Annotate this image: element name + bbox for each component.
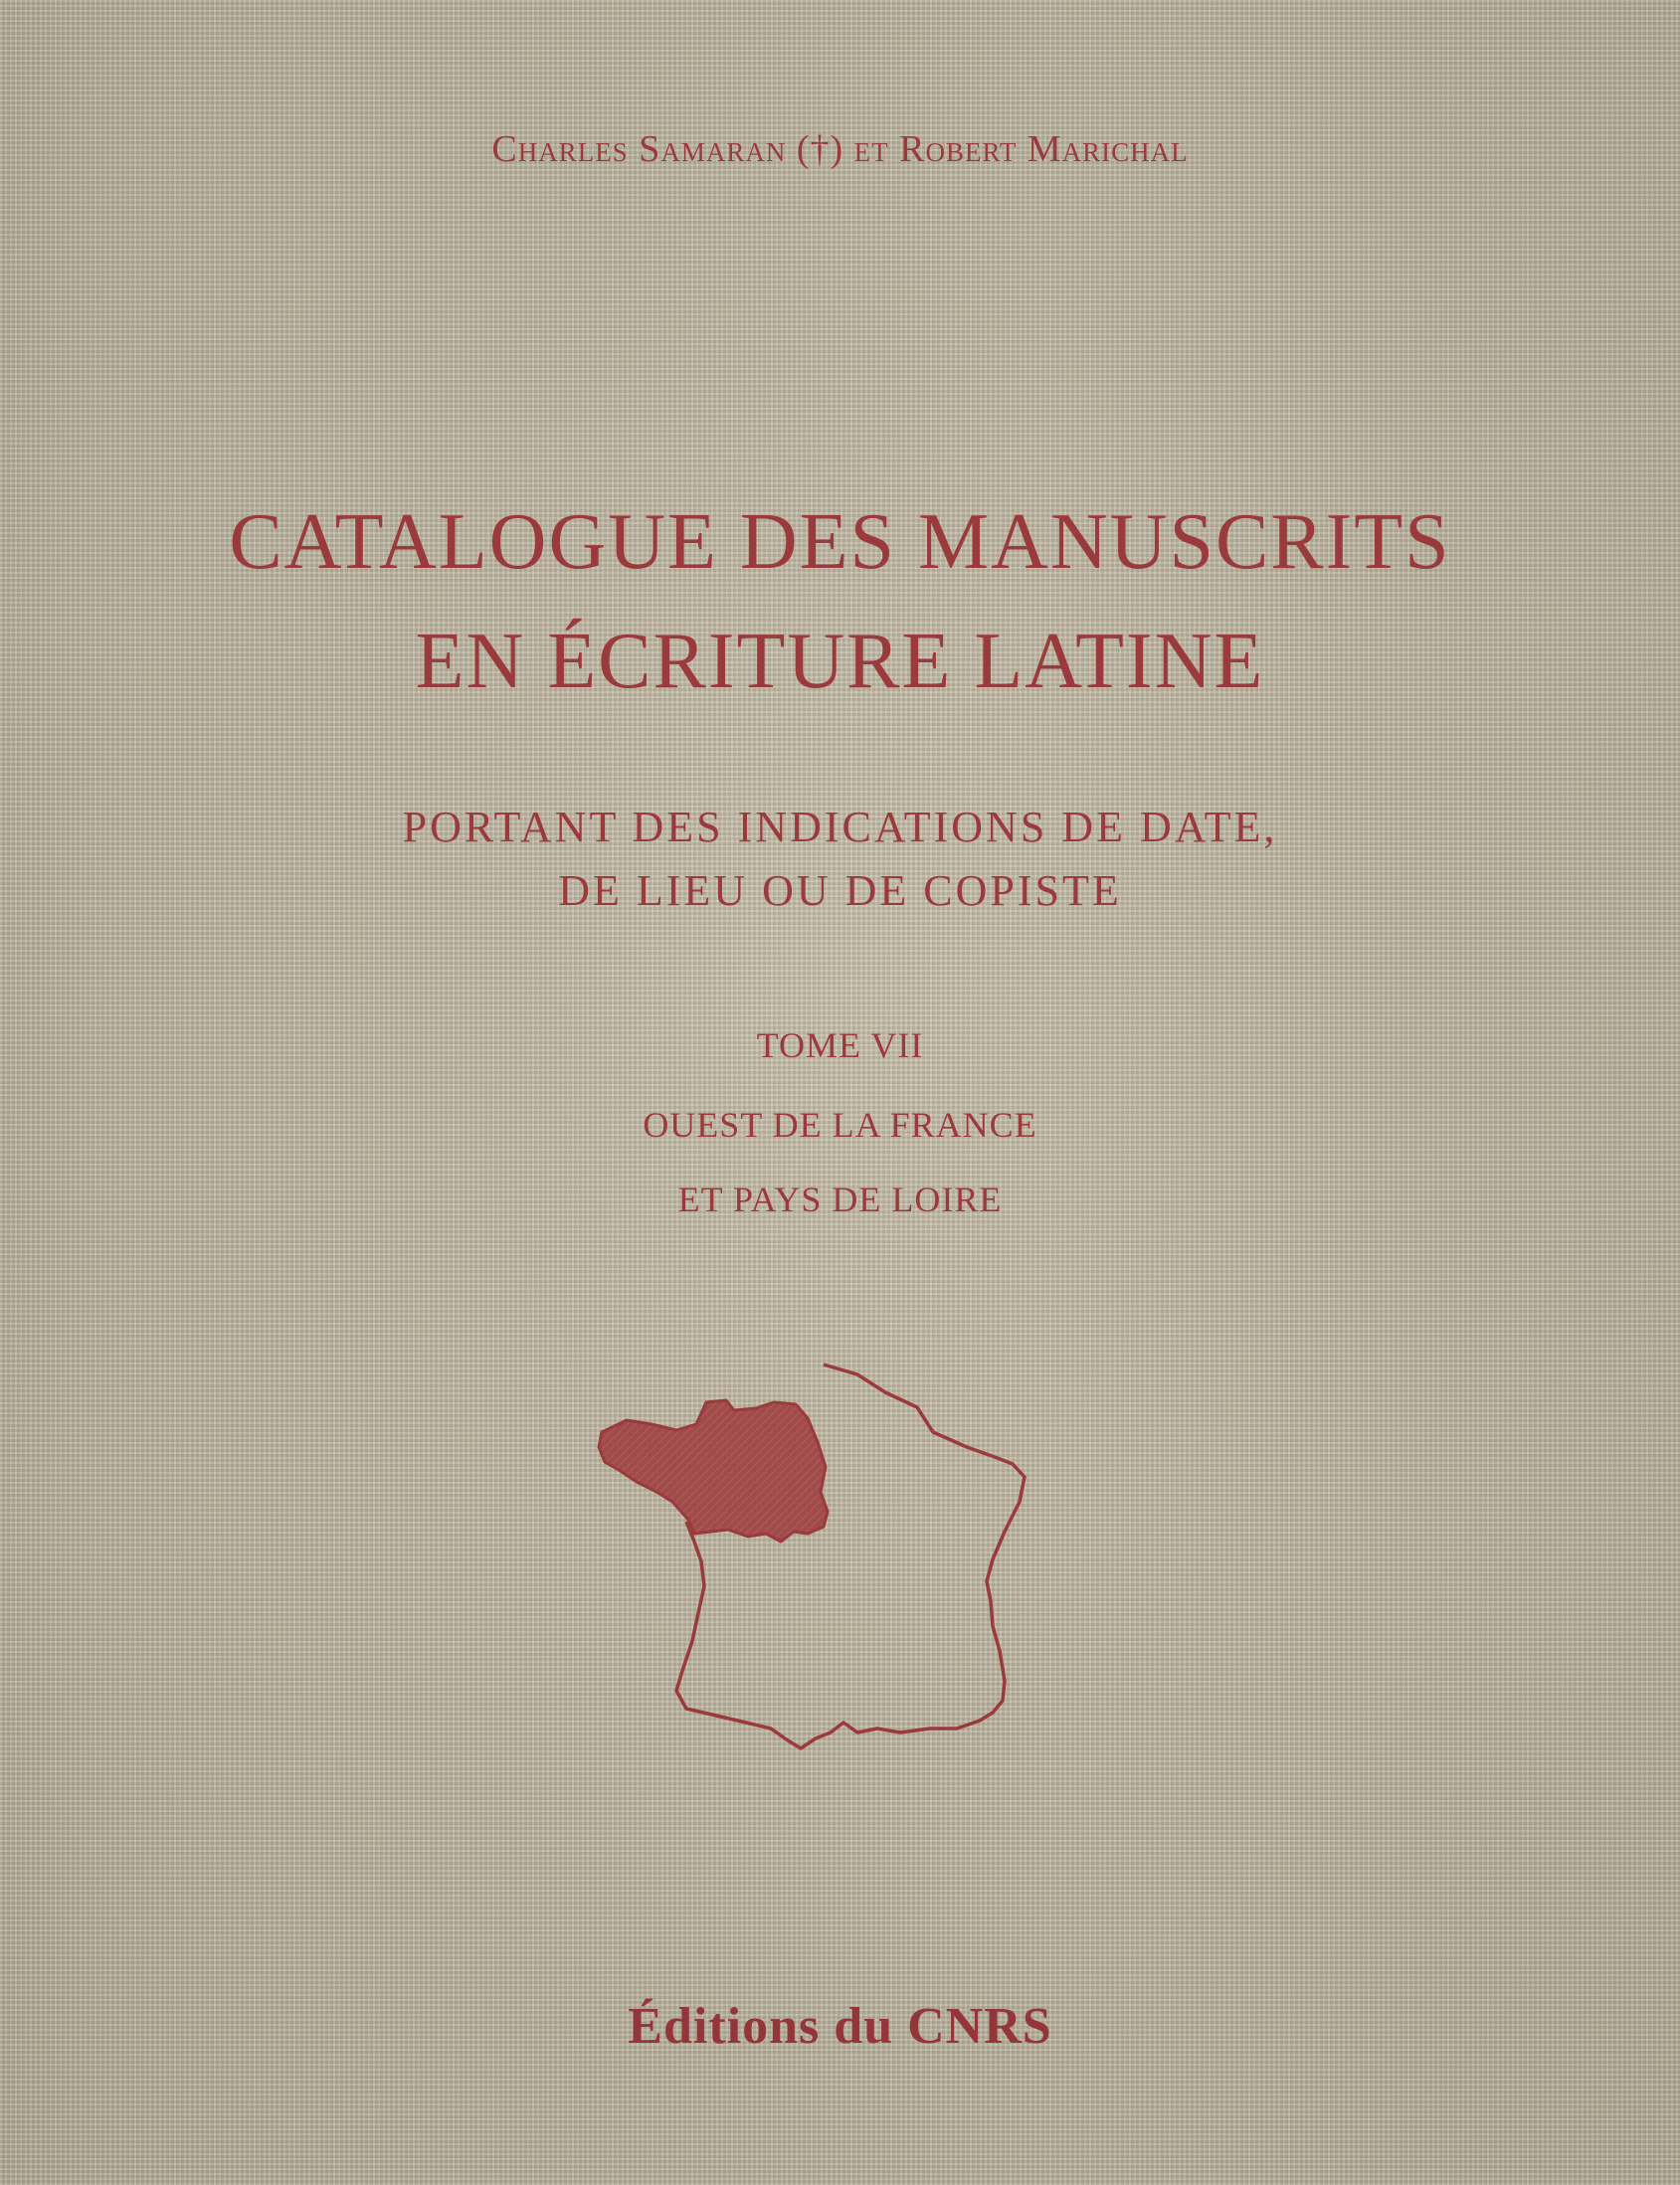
region-line-2: ET PAYS DE LOIRE [677,1180,1003,1219]
france-map-icon [597,1353,1034,1800]
title-line-1: CATALOGUE DES MANUSCRITS [229,498,1451,586]
subtitle-line-1: PORTANT DES INDICATIONS DE DATE, [402,803,1278,851]
volume-label: TOME VII [756,1025,924,1065]
shaded-west-region [599,1400,828,1542]
subtitle-line-2: DE LIEU OU DE COPISTE [558,866,1122,915]
title-line-2: EN ÉCRITURE LATINE [415,618,1265,705]
publisher: Éditions du CNRS [628,1998,1052,2055]
region-line-1: OUEST DE LA FRANCE [643,1105,1037,1145]
authors: Charles Samaran (†) et Robert Marichal [491,128,1189,170]
